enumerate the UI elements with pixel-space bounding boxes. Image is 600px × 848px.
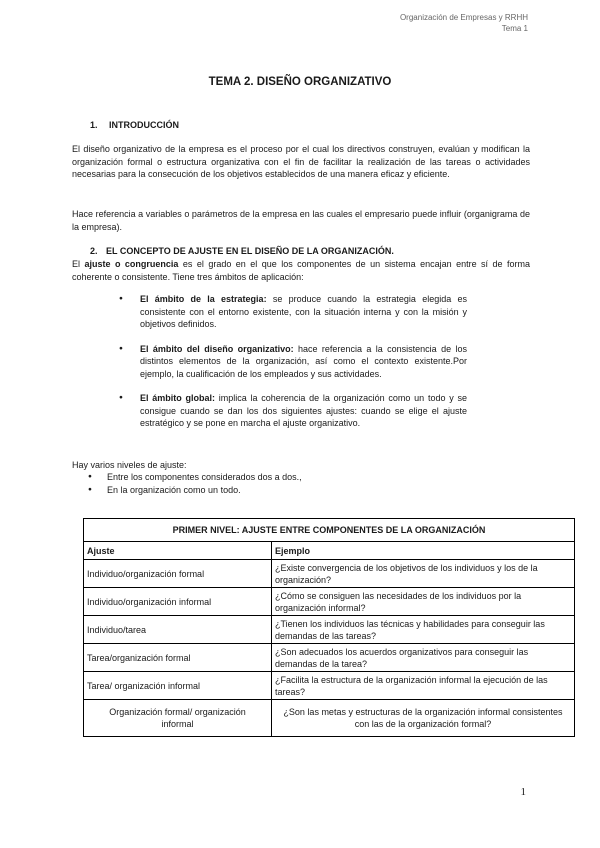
scope-item	[140, 392, 467, 430]
column-header-ejemplo: Ejemplo	[272, 542, 575, 560]
ejemplo-cell: ¿Son las metas y estructuras de la organización informal consistentes con las de la organización formal?	[272, 700, 575, 737]
table-row	[84, 560, 575, 588]
section-2-number: 2.	[90, 246, 98, 256]
table-row	[84, 700, 575, 737]
ajuste-cell: Individuo/organización informal	[84, 588, 272, 616]
table-row	[84, 672, 575, 700]
ajuste-cell: Tarea/ organización informal	[84, 672, 272, 700]
ejemplo-cell: ¿Tienen los individuos las técnicas y habilidades para conseguir las demandas de las tareas?	[272, 616, 575, 644]
adjustment-table	[83, 518, 575, 737]
ejemplo-cell: ¿Existe convergencia de los objetivos de los individuos y los de la organización?	[272, 560, 575, 588]
definition-term: ajuste o congruencia	[84, 259, 179, 269]
scope-text: hace referencia a la consistencia de los distintos elementos de la organización, así como el contexto existente.Por ejemplo, la cualificación de los empleados y sus actividades.	[140, 343, 467, 379]
header-course: Organización de Empresas y RRHH	[399, 13, 528, 22]
ajuste-cell: Individuo/tarea	[84, 616, 272, 644]
scope-label: El ámbito de la estrategia:	[140, 294, 267, 304]
section-1-title: INTRODUCCIÓN	[109, 120, 180, 130]
scope-label: El ámbito del diseño organizativo:	[140, 343, 294, 354]
table-row	[84, 616, 575, 644]
scope-item	[140, 293, 467, 331]
table-row	[84, 644, 575, 672]
header-topic: Tema 1	[501, 24, 528, 33]
ajuste-cell: Tarea/organización formal	[84, 644, 272, 672]
scope-item	[140, 343, 467, 381]
section-2-title: EL CONCEPTO DE AJUSTE EN EL DISEÑO DE LA ORGANIZACIÓN.	[106, 246, 394, 256]
level-item: ● Entre los componentes considerados dos a dos.,	[83, 471, 503, 484]
section-1-heading	[90, 120, 179, 130]
levels-list	[83, 471, 503, 496]
scope-list	[140, 293, 467, 442]
ajuste-cell: Individuo/organización formal	[84, 560, 272, 588]
definition-text: es el grado en el que los componentes de un sistema encajan entre sí de forma coherente o consistente. Tiene tres ámbitos de aplicación:	[72, 259, 530, 282]
ejemplo-cell: ¿Son adecuados los acuerdos organizativos para conseguir las demandas de la tarea?	[272, 644, 575, 672]
level-item: ● En la organización como un todo.	[83, 484, 503, 497]
scope-text: implica la coherencia de la organización como un todo y se consigue cuando se dan los dos siguientes ajustes: cuando se elige el ajuste estratégico y se pone en marcha el ajuste organizativo.	[140, 393, 467, 428]
section-2-heading	[90, 246, 394, 256]
column-header-ajuste: Ajuste	[84, 542, 272, 560]
definition-lead: El	[72, 259, 85, 269]
running-header	[400, 12, 528, 34]
page-number: 1	[520, 786, 526, 798]
intro-paragraph-1: El diseño organizativo de la empresa es el proceso por el cual los directivos construyen, evalúan y modifican la organización formal o estructura organizativa con el fin de facilitar la realización de las tareas o actividades necesarias para la consecución de los objetivos establecidos de una manera eficaz y eficiente.	[72, 144, 530, 179]
levels-intro: Hay varios niveles de ajuste:	[72, 460, 187, 470]
page-title: TEMA 2. DISEÑO ORGANIZATIVO	[208, 76, 392, 88]
section-1-number: 1.	[90, 120, 98, 130]
scope-text: se produce cuando la estrategia elegida es consistente con el entorno existente, con la situación interna y con la misión y objetivos definidos.	[140, 294, 467, 329]
ejemplo-cell: ¿Cómo se consiguen las necesidades de los individuos por la organización informal?	[272, 588, 575, 616]
table-caption: PRIMER NIVEL: AJUSTE ENTRE COMPONENTES DE LA ORGANIZACIÓN	[84, 519, 575, 542]
ejemplo-cell: ¿Facilita la estructura de la organización informal la ejecución de las tareas?	[272, 672, 575, 700]
table-caption-row	[84, 519, 575, 542]
intro-paragraph-2: Hace referencia a variables o parámetros de la empresa en las cuales el empresario puede influir (organigrama de la empresa).	[72, 209, 530, 232]
scope-label: El ámbito global:	[140, 393, 216, 403]
adjustment-definition	[72, 258, 530, 283]
table-header-row	[84, 542, 575, 560]
ajuste-cell: Organización formal/ organización informal	[84, 700, 272, 737]
table-row	[84, 588, 575, 616]
